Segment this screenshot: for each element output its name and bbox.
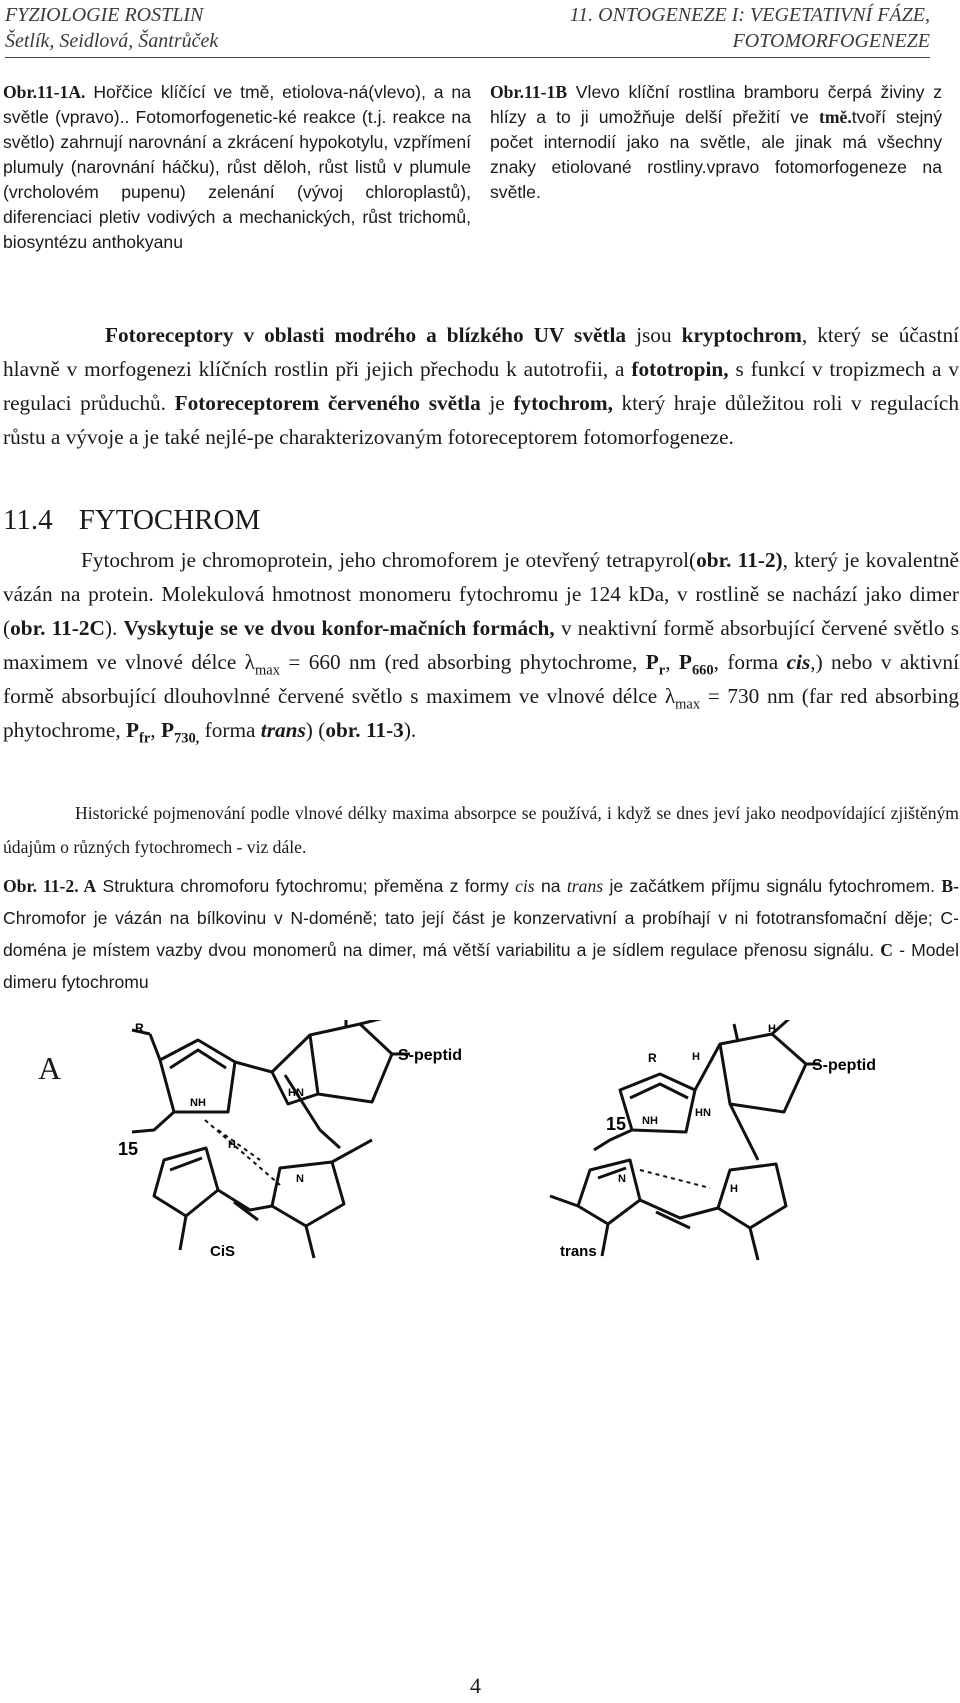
r-label: R: [135, 1021, 144, 1035]
caption-fig-11-1b: [490, 80, 942, 205]
caption-text: Vlevo klíční rostlina bramboru čerpá živiny z hlízy a to ji umožňuje delší přežití ve: [490, 82, 942, 127]
text: je začátkem příjmu signálu fytochromem.: [603, 876, 942, 896]
bold-term: Fotoreceptory v oblasti modrého a blízkého UV světla: [105, 323, 627, 347]
header-chapter-subtitle: FOTOMORFOGENEZE: [732, 30, 930, 52]
section-title: FYTOCHROM: [78, 504, 261, 536]
header-rule: [5, 57, 930, 58]
caption-label: Obr.11-1A.: [3, 82, 86, 102]
bold-term: fototropin,: [631, 357, 729, 381]
bridge-dc: [730, 1104, 758, 1160]
text: = 660 nm (red absorbing phytochrome,: [279, 650, 646, 674]
symbol: P: [160, 718, 174, 742]
ring-a-inner: [630, 1084, 688, 1098]
ring-c-tail: [750, 1228, 758, 1260]
text: , který se účastní hlavně v morfogenezi klíčních rostlin při jejich přechodu k autotrofii, a: [3, 323, 960, 381]
bridge-bc: [218, 1190, 272, 1210]
ring-b: [578, 1160, 640, 1224]
hydrogen-bond: [205, 1120, 280, 1185]
ring-b: [154, 1148, 218, 1216]
ring-b-tail: [602, 1224, 608, 1256]
caption-text: vpravo fotomorfogeneze na světle.: [490, 157, 942, 202]
h-label: H: [730, 1183, 738, 1195]
ring-d: [310, 1024, 392, 1102]
figure-ref: obr. 11-2): [696, 548, 783, 572]
text: = 730 nm (far red absorbing phytochrome,: [3, 684, 959, 742]
paragraph-photoreceptors: [3, 318, 959, 454]
text: Historické pojmenování podle vlnové délky maxima absorpce se používá, i když se dnes jeví jako neodpovídající zjištěným údajům o různých fytochromech - viz dále.: [3, 803, 959, 857]
italic-term: cis: [515, 876, 535, 896]
ring-c-bond-2: [332, 1140, 372, 1162]
ring-c-tail: [306, 1226, 314, 1258]
h-label: H: [228, 1139, 236, 1151]
caption-label: Obr.11-1B: [490, 82, 568, 102]
nh-label: NH: [190, 1097, 206, 1109]
paragraph-phytochrome: [3, 543, 959, 747]
h-label: H: [692, 1051, 700, 1063]
figure-ref: obr. 11-2C: [10, 616, 105, 640]
s-peptid-label: S-peptid: [398, 1047, 462, 1064]
header-course-title: FYZIOLOGIE ROSTLIN: [5, 4, 204, 26]
text: který hraje důležitou roli v regulacích růstu a vývoje a je také nejlé-pe charakterizovaným fotoreceptorem fotomorfogeneze.: [3, 391, 959, 449]
header-authors: Šetlík, Seidlová, Šantrůček: [5, 30, 219, 52]
trans-chromophore-diagram: [490, 1020, 890, 1280]
s-peptid-label: S-peptid: [812, 1057, 876, 1074]
symbol: P: [645, 650, 659, 674]
italic-term: trans: [566, 876, 604, 896]
running-header-right: [570, 2, 930, 54]
figure-panel-label: A: [38, 1050, 62, 1086]
header-chapter-title: 11. ONTOGENEZE I: VEGETATIVNÍ FÁZE,: [569, 4, 930, 26]
text: ,) nebo v aktivní formě absorbující dlouhovlnné červené světlo s maximem ve vlnové délce λ: [3, 650, 960, 708]
ring-b-substituent: [550, 1196, 578, 1206]
section-number: 11.4: [3, 504, 53, 536]
text: Chromofor je vázán na bílkovinu v N-doméně; tato její část je konzervativní a probíhají v ni fototransfomační děje; C-doména je místem vazby dvou monomerů na dimer, má větší variabilitu a je sídlem regulace přenosu signálu.: [3, 908, 959, 960]
bold-term: fytochrom,: [513, 391, 613, 415]
text: ) (: [305, 718, 326, 742]
bridge-bc-double: [234, 1202, 258, 1220]
caption-fig-11-1a: [3, 80, 471, 255]
paragraph-historical-note: [3, 796, 959, 864]
caption-bold: tmě.: [819, 107, 852, 127]
bridge-bond: [235, 1035, 310, 1072]
caption-label: Obr. 11-2. A: [3, 876, 97, 896]
text: - Model dimeru fytochromu: [3, 940, 959, 992]
subscript: 730,: [173, 730, 200, 747]
symbol: P: [678, 650, 692, 674]
ring-d: [720, 1034, 806, 1112]
hydrogen-bond: [640, 1170, 710, 1188]
bold-term: kryptochrom: [681, 323, 802, 347]
text: Struktura chromoforu fytochromu; přeměna z formy: [96, 876, 516, 896]
subscript: 660: [691, 662, 714, 679]
text: s funkcí v tropizmech a v regulaci průduchů.: [3, 357, 959, 415]
caption-text: tvoří stejný počet internodií jako na světle, ale jinak má všechny znaky etiolované rostliny.: [490, 107, 942, 177]
ring-d-bond: [360, 1020, 392, 1024]
bridge-bc: [640, 1200, 718, 1218]
bold-term: Vyskytuje se ve dvou konfor-mačních formách,: [123, 616, 555, 640]
figure-ref: obr. 11-3: [325, 718, 404, 742]
running-header-left: [5, 2, 218, 54]
n-label: N: [296, 1173, 304, 1185]
text: ,: [665, 650, 679, 674]
hn-label: HN: [695, 1107, 711, 1119]
hn-label: HN: [288, 1087, 304, 1099]
ring-b-tail: [180, 1216, 186, 1250]
symbol: P: [126, 718, 140, 742]
subscript: fr: [139, 730, 151, 747]
caption-label: B-: [941, 876, 959, 896]
ring-c: [718, 1164, 786, 1228]
ring-b-inner: [170, 1158, 202, 1170]
section-heading: [3, 503, 260, 537]
text: forma: [199, 718, 261, 742]
h-label: H: [768, 1023, 776, 1035]
text: , forma: [713, 650, 787, 674]
text: na: [534, 876, 567, 896]
subscript: r: [658, 662, 666, 679]
form-trans: trans: [260, 718, 306, 742]
ring-c: [272, 1162, 344, 1226]
text: ).: [104, 616, 124, 640]
cis-label: CiS: [210, 1243, 236, 1260]
position-15-label: 15: [606, 1114, 627, 1134]
bold-term: Fotoreceptorem červeného světla: [174, 391, 481, 415]
h-bond: [734, 1024, 738, 1042]
cis-chromophore-diagram: [110, 1020, 470, 1280]
text: jsou: [626, 323, 682, 347]
caption-label: C: [880, 940, 894, 960]
hydrogen-bond: [218, 1130, 260, 1160]
subscript: max: [675, 696, 701, 713]
caption-text: Hořčice klíčící ve tmě, etiolova-ná(vlevo), a na světle (vpravo).. Fotomorfogenetic-ké reakce (t.j. reakce na světlo) zahrnují narovnání a zkrácení hypokotylu, vzpřímení plumuly (narovnání háčku), růst děloh, růst listů v plumule (vrcholovém pupenu) zelenání (vývoj chloroplastů), diferenciaci pletiv vodivých a mechanických, růst trichomů, biosyntézu anthokyanu: [3, 82, 471, 252]
form-cis: cis: [786, 650, 811, 674]
page-number: 4: [470, 1673, 481, 1698]
n-label: N: [618, 1173, 626, 1185]
text: v neaktivní formě absorbující červené světlo s maximem ve vlnové délce λ: [3, 616, 959, 674]
position-15-label: 15: [118, 1139, 139, 1159]
trans-label: trans: [560, 1243, 597, 1260]
bridge-bond-2: [285, 1075, 340, 1148]
text: je: [480, 391, 514, 415]
bridge-15: [132, 1112, 174, 1132]
text: ,: [150, 718, 161, 742]
nh-label: NH: [642, 1115, 658, 1127]
text: ).: [403, 718, 417, 742]
caption-fig-11-2: [3, 870, 959, 998]
subscript: max: [255, 662, 280, 679]
text: , který je kovalentně vázán na protein. Molekulová hmotnost monomeru fytochromu je 124 kDa, v rostlině se nachází jako dimer (: [3, 548, 960, 640]
r-label: R: [648, 1051, 657, 1065]
text: Fytochrom je chromoprotein, jeho chromoforem je otevřený tetrapyrol(: [81, 548, 697, 572]
